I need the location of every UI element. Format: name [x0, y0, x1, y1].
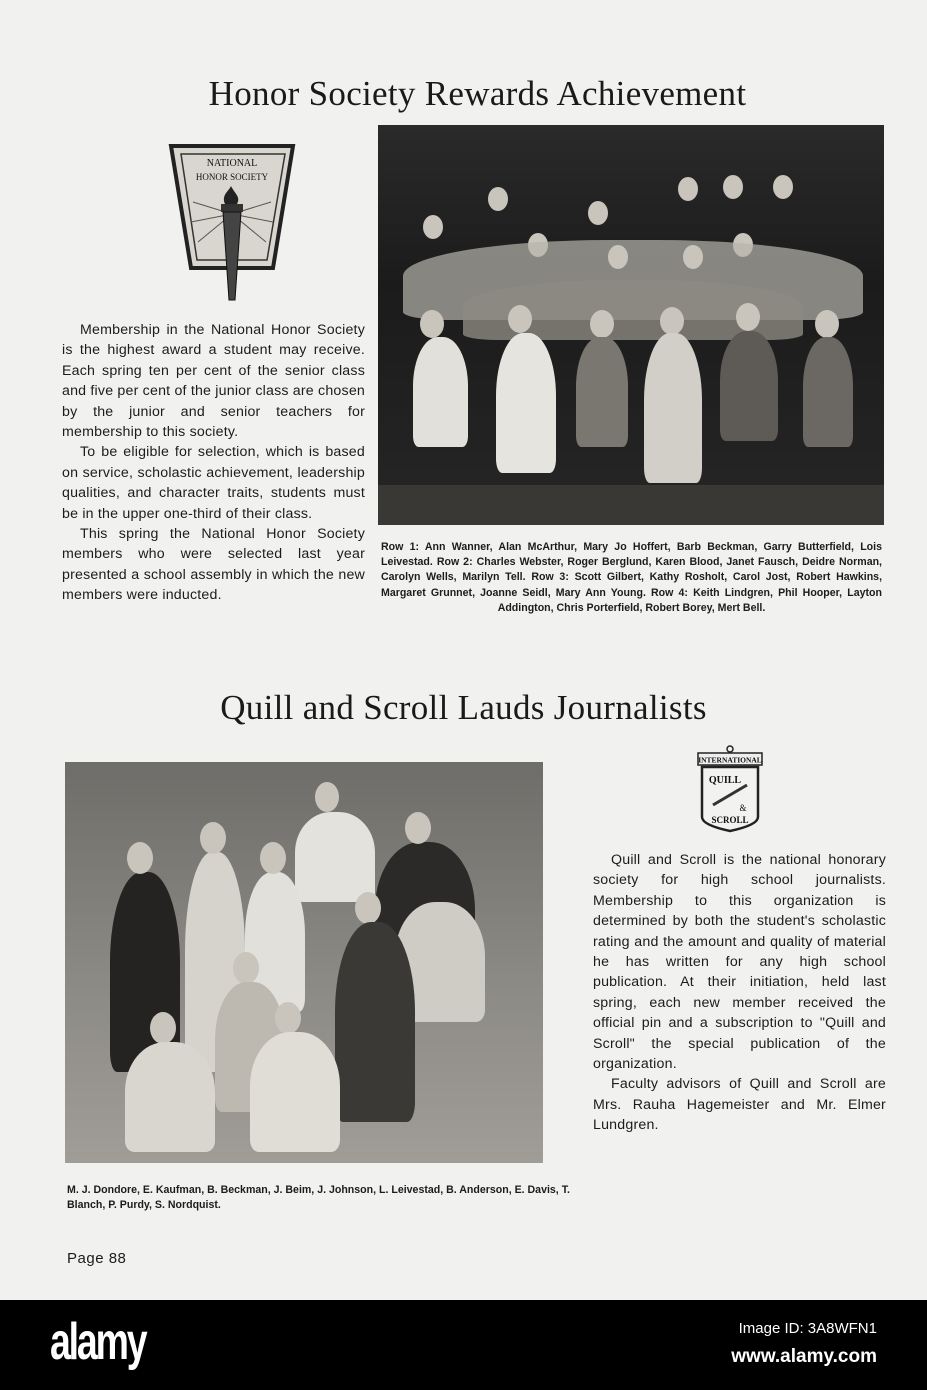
- caption-row-2-label: Row 2:: [436, 556, 473, 569]
- honor-society-group-photo: [378, 125, 884, 525]
- national-honor-society-emblem: [163, 138, 303, 308]
- quill-paragraph-2: Faculty advisors of Quill and Scroll are Mrs. Rauha Hagemeister and Mr. Elmer Lundgren.: [593, 1076, 886, 1134]
- quill-paragraph-1: Quill and Scroll is the national honorary society for high school journalists. Membership to this organization is determined by both the student's scholastic rating and the amount and quality of material he has written for any high school publication. At their initiation, held last spring, each new member received the official pin and a subscription to "Quill and Scroll" the special publication of the organization.: [593, 852, 886, 1073]
- quill-scroll-photo-caption: M. J. Dondore, E. Kaufman, B. Beckman, J. Beim, J. Johnson, L. Leivestad, B. Anderson, E. Davis, T. Blanch, P. Purdy, S. Nordquist.: [67, 1184, 570, 1212]
- honor-paragraph-3: This spring the National Honor Society members who were selected last year presented a school assembly in which the new members were inducted.: [62, 526, 365, 604]
- alamy-url: www.alamy.com: [731, 1346, 877, 1367]
- caption-row-1-label: Row 1:: [381, 541, 420, 553]
- emblem-text-scroll: SCROLL: [711, 815, 749, 825]
- caption-row-1-names: Ann Wanner, Alan McArthur, Mary Jo Hoffert, Barb Beckman, Garry Butterfield, Lois Leivestad.: [381, 541, 882, 569]
- emblem-text-national: NATIONAL: [206, 158, 258, 169]
- caption-row-3-names: Scott Gilbert, Kathy Rosholt, Carol Jost, Robert Hawkins, Margaret Grunnet, Joanne Seidl, Mary Ann Young.: [381, 571, 883, 599]
- caption-row-4-label: Row 4:: [651, 586, 688, 599]
- quill-scroll-group-photo: [65, 762, 543, 1163]
- caption-row-4-names: Keith Lindgren, Phil Hooper, Layton Addington, Chris Porterfield, Robert Borey, Mert Bell.: [497, 586, 882, 614]
- emblem-text-ampersand: &: [739, 803, 747, 813]
- quill-scroll-title: Quill and Scroll Lauds Journalists: [220, 688, 707, 727]
- caption-row-3-label: Row 3:: [531, 571, 569, 584]
- watermark-bar: [0, 1300, 927, 1390]
- emblem-text-honor-society: HONOR SOCIETY: [195, 172, 269, 182]
- honor-paragraph-1: Membership in the National Honor Society is the highest award a student may receive. Each spring ten per cent of the senior class and five per cent of the junior class are chosen by the junior and senior teachers for membership to this society.: [62, 322, 365, 441]
- honor-society-description: [62, 320, 365, 606]
- honor-society-title: Honor Society Rewards Achievement: [208, 74, 747, 113]
- honor-paragraph-2: To be eligible for selection, which is based on service, scholastic achievement, leadership qualities, and character traits, students must be in the upper one-third of their class.: [62, 444, 365, 522]
- quill-and-scroll-emblem: [695, 745, 765, 833]
- emblem-text-international: INTERNATIONAL: [698, 755, 762, 765]
- caption-row-2-names: Charles Webster, Roger Berglund, Karen Blood, Janet Fausch, Deidre Norman, Carolyn Wells, Marilyn Tell.: [381, 556, 883, 584]
- honor-society-photo-caption: [381, 540, 882, 616]
- emblem-text-quill: QUILL: [708, 775, 742, 786]
- page-number: Page 88: [67, 1250, 127, 1267]
- image-id: Image ID: 3A8WFN1: [738, 1320, 877, 1337]
- quill-scroll-description: [593, 850, 886, 1136]
- alamy-logo: alamy: [50, 1313, 146, 1371]
